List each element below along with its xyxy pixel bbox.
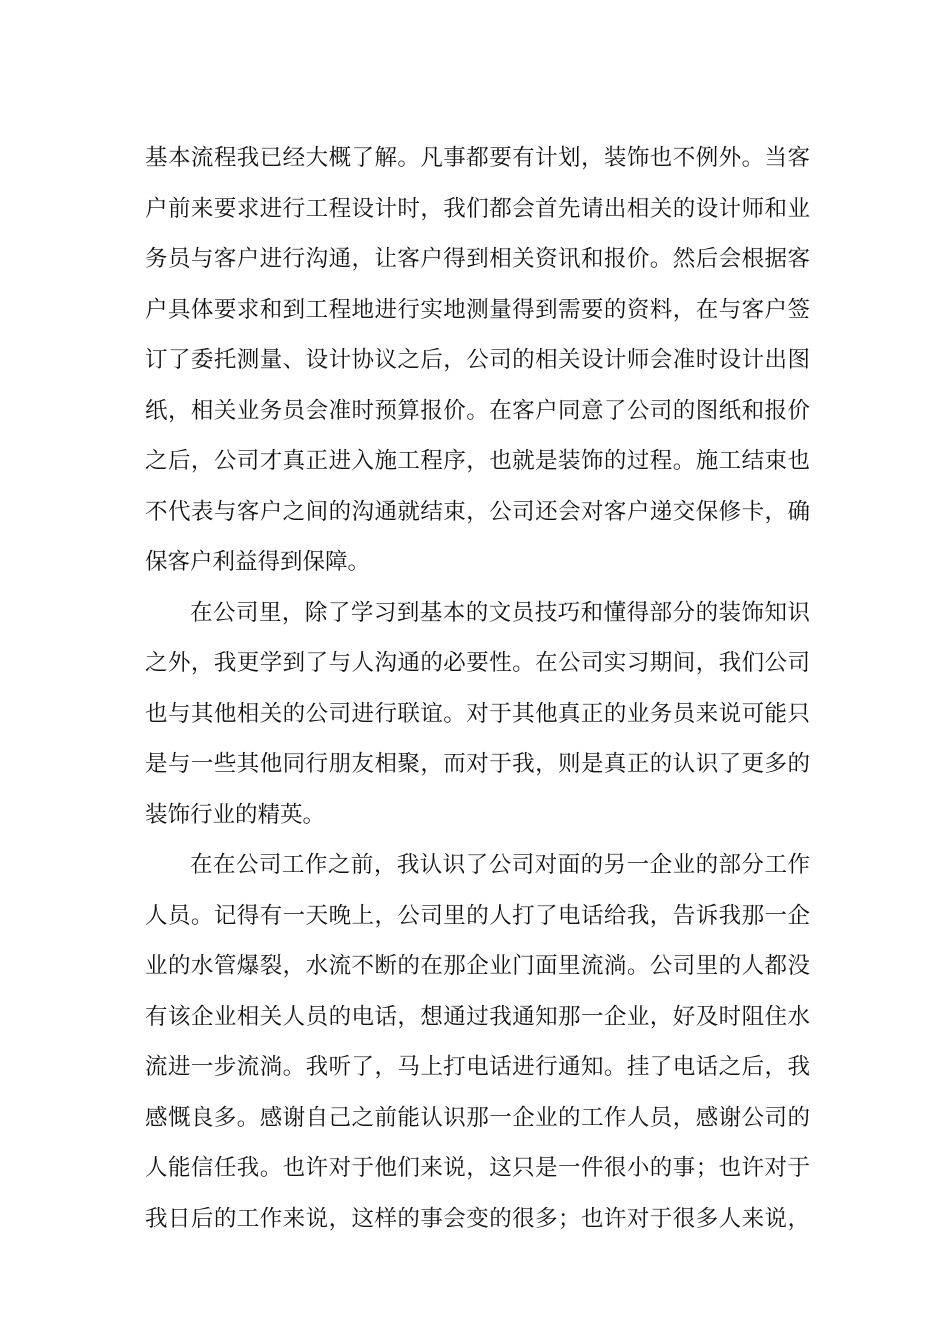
text-line: 保客户利益得到保障。 [145, 549, 371, 575]
text-line: 是与一些其他同行朋友相聚，而对于我，则是真正的认识了更多的 [145, 751, 810, 777]
text-line: 基本流程我已经大概了解。凡事都要有计划，装饰也不例外。当客 [145, 145, 810, 171]
text-line: 在在公司工作之前，我认识了公司对面的另一企业的部分工作 [190, 852, 810, 878]
body-text [145, 133, 810, 1244]
text-line: 业的水管爆裂，水流不断的在那企业门面里流淌。公司里的人都没 [145, 953, 810, 979]
text-line: 不代表与客户之间的沟通就结束，公司还会对客户递交保修卡，确 [145, 498, 810, 525]
text-line: 务员与客户进行沟通，让客户得到相关资讯和报价。然后会根据客 [145, 246, 810, 272]
text-line: 装饰行业的精英。 [145, 801, 326, 828]
text-line: 在公司里，除了学习到基本的文员技巧和懂得部分的装饰知识 [190, 599, 810, 626]
text-line: 人能信任我。也许对于他们来说，这只是一件很小的事；也许对于 [145, 1155, 810, 1181]
text-line: 有该企业相关人员的电话，想通过我通知那一企业，好及时阻住水 [145, 1003, 810, 1030]
text-line: 之后，公司才真正进入施工程序，也就是装饰的过程。施工结束也 [145, 448, 810, 474]
text-line: 我日后的工作来说，这样的事会变的很多；也许对于很多人来说， [145, 1205, 810, 1232]
text-line: 流进一步流淌。我听了，马上打电话进行通知。挂了电话之后，我 [145, 1054, 810, 1080]
text-line: 纸，相关业务员会准时预算报价。在客户同意了公司的图纸和报价 [145, 397, 810, 424]
text-line: 也与其他相关的公司进行联谊。对于其他真正的业务员来说可能只 [145, 700, 810, 727]
text-line: 订了委托测量、设计协议之后，公司的相关设计师会准时设计出图 [145, 347, 810, 373]
text-line: 之外，我更学到了与人沟通的必要性。在公司实习期间，我们公司 [145, 650, 810, 676]
text-line: 户具体要求和到工程地进行实地测量得到需要的资料，在与客户签 [145, 296, 810, 323]
text-line: 人员。记得有一天晚上，公司里的人打了电话给我，告诉我那一企 [145, 902, 810, 929]
text-line: 户前来要求进行工程设计时，我们都会首先请出相关的设计师和业 [145, 195, 810, 222]
text-line: 感慨良多。感谢自己之前能认识那一企业的工作人员，感谢公司的 [145, 1104, 810, 1131]
